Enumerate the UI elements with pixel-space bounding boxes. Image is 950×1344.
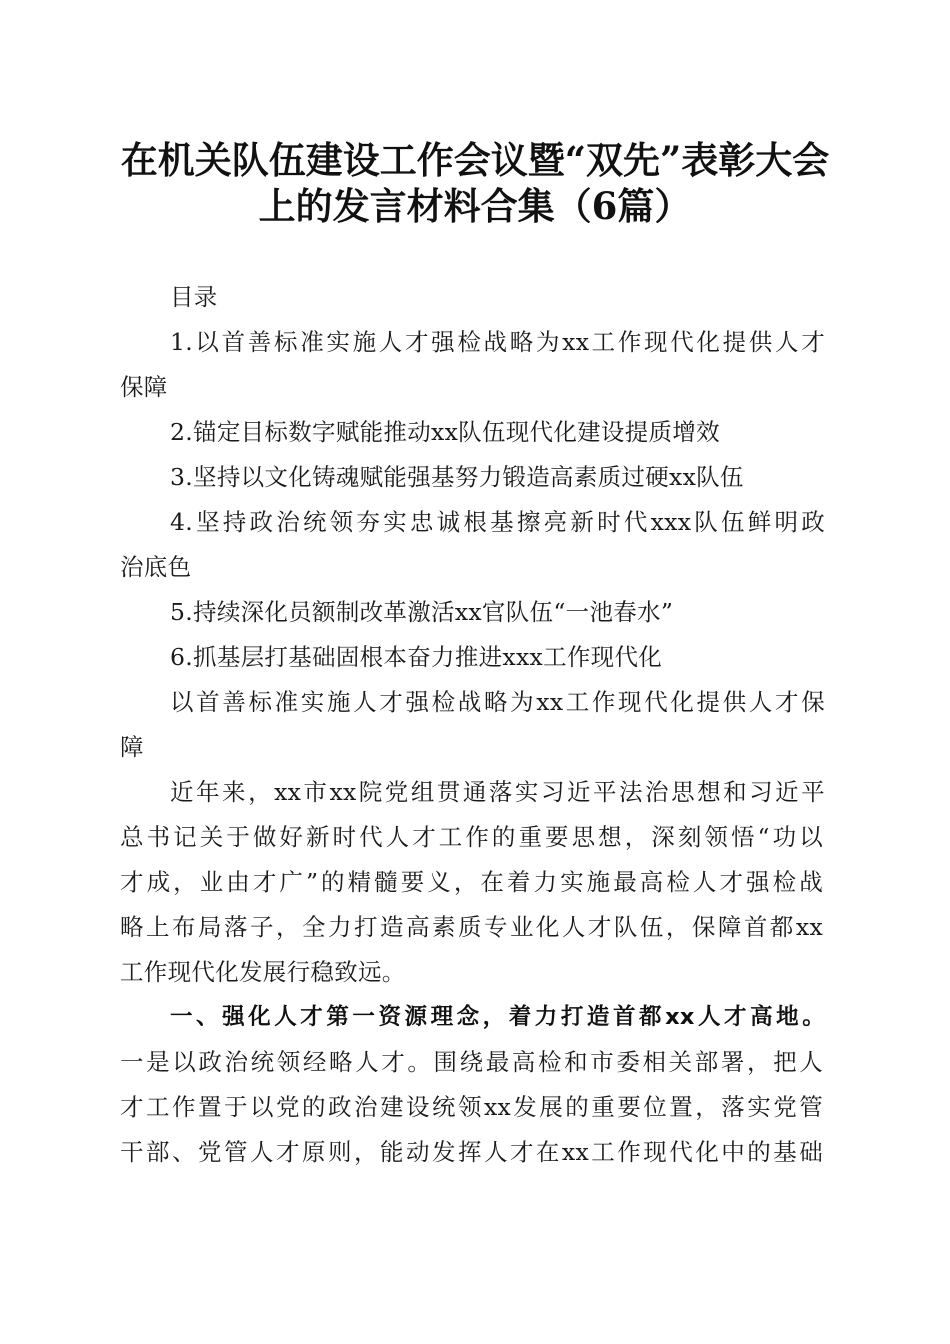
article-title-line-2: 障 [120,733,144,761]
toc-item-3: 3.坚持以文化铸魂赋能强基努力锻造高素质过硬xx队伍 [170,463,744,491]
intro-line-2: 总书记关于做好新时代人才工作的重要思想，深刻领悟“功以 [120,823,823,851]
toc-item-4: 4.坚持政治统领夯实忠诚根基擦亮新时代xxx队伍鲜明政 [170,508,825,536]
article-title-line-1: 以首善标准实施人才强检战略为xx工作现代化提供人才保 [170,688,825,716]
toc-item-6: 6.抓基层打基础固根本奋力推进xxx工作现代化 [170,643,663,671]
toc-item-1-cont: 保障 [120,373,168,401]
document-title-line-2: 上的发言材料合集（6篇） [258,184,692,228]
toc-item-1: 1.以首善标准实施人才强检战略为xx工作现代化提供人才 [170,328,825,356]
intro-line-1: 近年来，xx市xx院党组贯通落实习近平法治思想和习近平 [170,778,825,806]
toc-item-2: 2.锚定目标数字赋能推动xx队伍现代化建设提质增效 [170,418,720,446]
intro-line-3: 才成，业由才广”的精髓要义，在着力实施最高检人才强检战 [120,868,823,896]
toc-item-4-cont: 治底色 [120,553,192,581]
section-1-heading: 一、强化人才第一资源理念，着力打造首都xx人才高地。 [170,1004,825,1030]
intro-line-4: 略上布局落子，全力打造高素质专业化人才队伍，保障首都xx [120,913,823,941]
section-1-line-1: 一是以政治统领经略人才。围绕最高检和市委相关部署，把人 [120,1048,823,1076]
toc-heading: 目录 [170,283,218,311]
toc-item-5: 5.持续深化员额制改革激活xx官队伍“一池春水” [170,598,674,626]
intro-line-5: 工作现代化发展行稳致远。 [120,958,406,986]
section-1-line-3: 干部、党管人才原则，能动发挥人才在xx工作现代化中的基础 [120,1138,823,1166]
document-title-line-1: 在机关队伍建设工作会议暨“双先”表彰大会 [120,138,830,182]
section-1-line-2: 才工作置于以党的政治建设统领xx发展的重要位置，落实党管 [120,1093,823,1121]
